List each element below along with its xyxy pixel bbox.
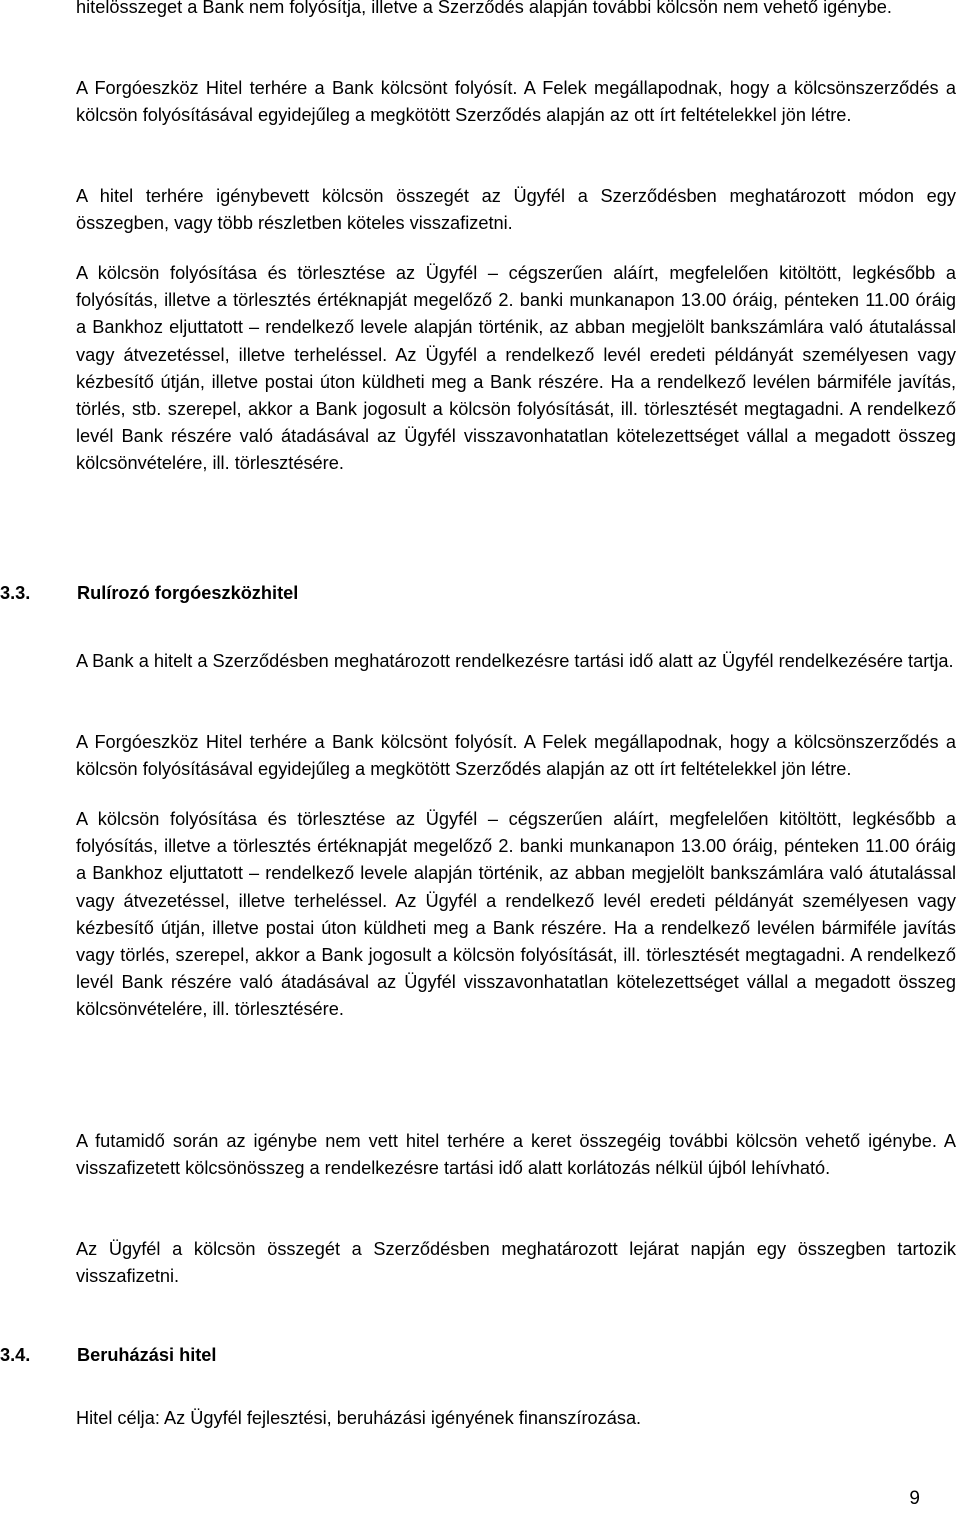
paragraph-top-3: A hitel terhére igénybevett kölcsön összegét az Ügyfél a Szerződésben meghatározott módon egy összegben, vagy több részletben köteles visszafizetni. xyxy=(76,186,956,234)
paragraph-top-2: A Forgóeszköz Hitel terhére a Bank kölcsönt folyósít. A Felek megállapodnak, hogy a kölcsönszerződés a kölcsön folyósításával egyidejűleg a megkötött Szerződés alapján az ott írt feltételekkel jön létre. xyxy=(76,78,956,126)
paragraph-3-3-5: Az Ügyfél a kölcsön összegét a Szerződésben meghatározott lejárat napján egy összegben tartozik visszafizetni. xyxy=(76,1239,956,1287)
paragraph-3-3-1: A Bank a hitelt a Szerződésben meghatározott rendelkezésre tartási idő alatt az Ügyfél rendelkezésére tartja. xyxy=(76,651,954,671)
section-title: Beruházási hitel xyxy=(77,1345,217,1365)
paragraph-top-4: A kölcsön folyósítása és törlesztése az Ügyfél – cégszerűen aláírt, megfelelően kitöltött, legkésőbb a folyósítás, illetve a törlesztés értéknapját megelőző 2. banki munkanapon 13.00 óráig, pénteken 11.00 óráig a Bankhoz eljuttatott – rendelkező levele alapján történik, az abban megjelölt bankszámlára való átutalással vagy átvezetéssel, illetve terheléssel. Az Ügyfél a rendelkező levél eredeti példányát személyesen vagy kézbesítő útján, illetve postai úton küldheti meg a Bank részére. Ha a rendelkező levélen bármiféle javítás, törlés, stb. szerepel, akkor a Bank jogosult a kölcsön folyósítását, ill. törlesztését megtagadni. A rendelkező levél Bank részére való átadásával az Ügyfél visszavonhatatlan kötelezettséget vállal a megadott összeg kölcsönvételére, ill. törlesztésére. xyxy=(76,263,956,474)
paragraph-top-1: hitelösszeget a Bank nem folyósítja, illetve a Szerződés alapján további kölcsön nem vehető igénybe. xyxy=(76,0,892,17)
section-number: 3.3. xyxy=(0,583,31,603)
paragraph-3-3-3: A kölcsön folyósítása és törlesztése az Ügyfél – cégszerűen aláírt, megfelelően kitöltött, legkésőbb a folyósítás, illetve a törlesztés értéknapját megelőző 2. banki munkanapon 13.00 óráig, pénteken 11.00 óráig a Bankhoz eljuttatott – rendelkező levele alapján történik, az abban megjelölt bankszámlára való átutalással vagy átvezetéssel, illetve terheléssel. Az Ügyfél a rendelkező levél eredeti példányát személyesen vagy kézbesítő útján, illetve postai úton küldheti meg a Bank részére. Ha a rendelkező levélen bármiféle javítás vagy törlés, szerepel, akkor a Bank jogosult a kölcsön folyósítását, ill. törlesztését megtagadni. A rendelkező levél Bank részére való átadásával az Ügyfél visszavonhatatlan kötelezettséget vállal a megadott összeg kölcsönvételére, ill. törlesztésére. xyxy=(76,809,956,1020)
section-title: Rulírozó forgóeszközhitel xyxy=(77,583,299,603)
paragraph-3-3-2: A Forgóeszköz Hitel terhére a Bank kölcsönt folyósít. A Felek megállapodnak, hogy a kölcsönszerződés a kölcsön folyósításával egyidejűleg a megkötött Szerződés alapján az ott írt feltételekkel jön létre. xyxy=(76,732,956,780)
page-number: 9 xyxy=(909,1488,920,1509)
paragraph-3-3-4: A futamidő során az igénybe nem vett hitel terhére a keret összegéig további kölcsön vehető igénybe. A visszafizetett kölcsönösszeg a rendelkezésre tartási idő alatt korlátozás nélkül újból lehívható. xyxy=(76,1131,956,1179)
section-number: 3.4. xyxy=(0,1345,31,1365)
paragraph-3-4-1: Hitel célja: Az Ügyfél fejlesztési, beruházási igényének finanszírozása. xyxy=(76,1408,642,1428)
